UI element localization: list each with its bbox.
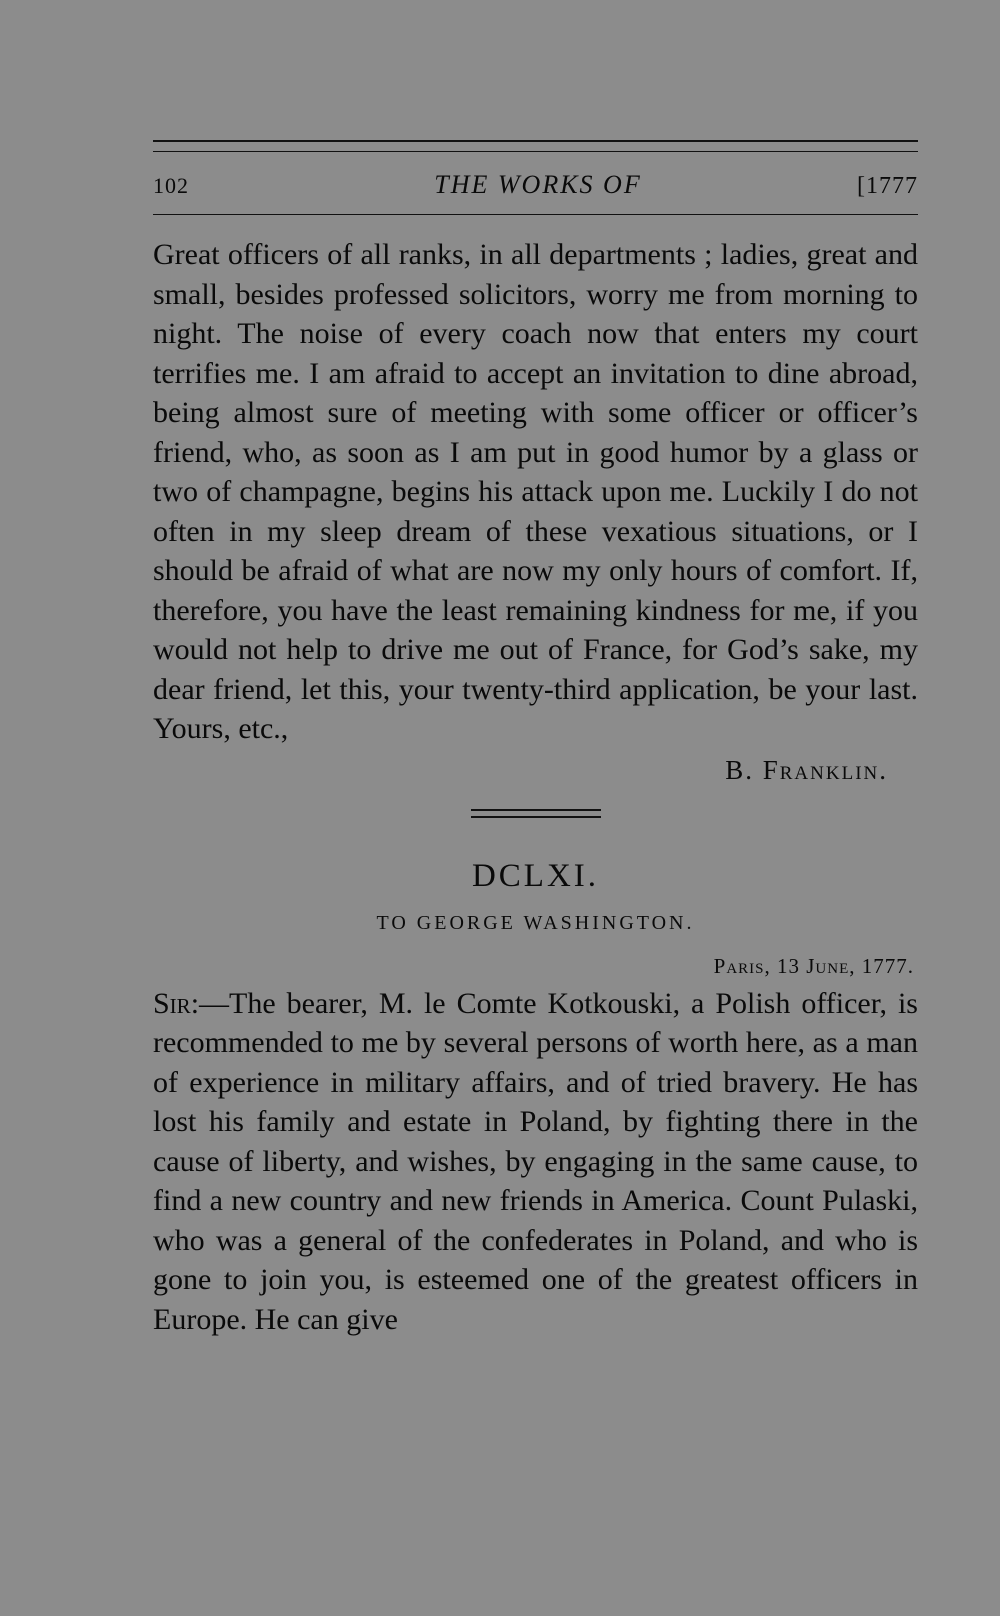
header-top-rule	[153, 140, 918, 142]
running-head	[153, 170, 918, 200]
letter-number: DCLXI.	[471, 857, 600, 894]
letter-body-text: :—The bearer, M. le Comte Kotkouski, a Polish officer, is recommended to me by several persons of worth here, as a man of experience in military affairs, and of tried bravery. He has lost his family and estate in Poland, by fighting there in the cause of liberty, and wishes, by engaging in the same cause, to find a new country and new friends in America. Count Pulaski, who was a general of the confederates in Poland, and who is gone to join you, is esteemed one of the greatest officers in Europe. He can give	[153, 986, 918, 1336]
letter-addressee: TO GEORGE WASHINGTON.	[376, 911, 695, 934]
letter-dateline: Paris, 13 June, 1777.	[713, 953, 914, 978]
divider-line	[471, 809, 601, 811]
header-second-rule	[153, 151, 918, 152]
divider-line	[471, 816, 601, 818]
year-bracket: [1777	[857, 173, 918, 199]
running-title: THE WORKS OF	[434, 170, 642, 199]
page-number: 102	[153, 173, 189, 198]
section-divider	[471, 809, 601, 818]
signature: B. Franklin.	[725, 754, 888, 785]
letter-paragraph	[153, 984, 918, 1340]
previous-letter-paragraph: Great officers of all ranks, in all departments ; ladies, great and small, besides professed solicitors, worry me from morning to night. The noise of every coach now that enters my court terrifies me. I am afraid to accept an invitation to dine abroad, being almost sure of meeting with some officer or officer’s friend, who, as soon as I am put in good humor by a glass or two of champagne, begins his attack upon me. Luckily I do not often in my sleep dream of these vexatious situations, or I should be afraid of what are now my only hours of comfort. If, therefore, you have the least remaining kindness for me, if you would not help to drive me out of France, for God’s sake, my dear friend, let this, your twenty-third application, be your last. Yours, etc.,	[153, 238, 918, 745]
salutation: Sir	[153, 986, 191, 1020]
header-bottom-rule	[153, 214, 918, 215]
book-page	[153, 140, 918, 1339]
